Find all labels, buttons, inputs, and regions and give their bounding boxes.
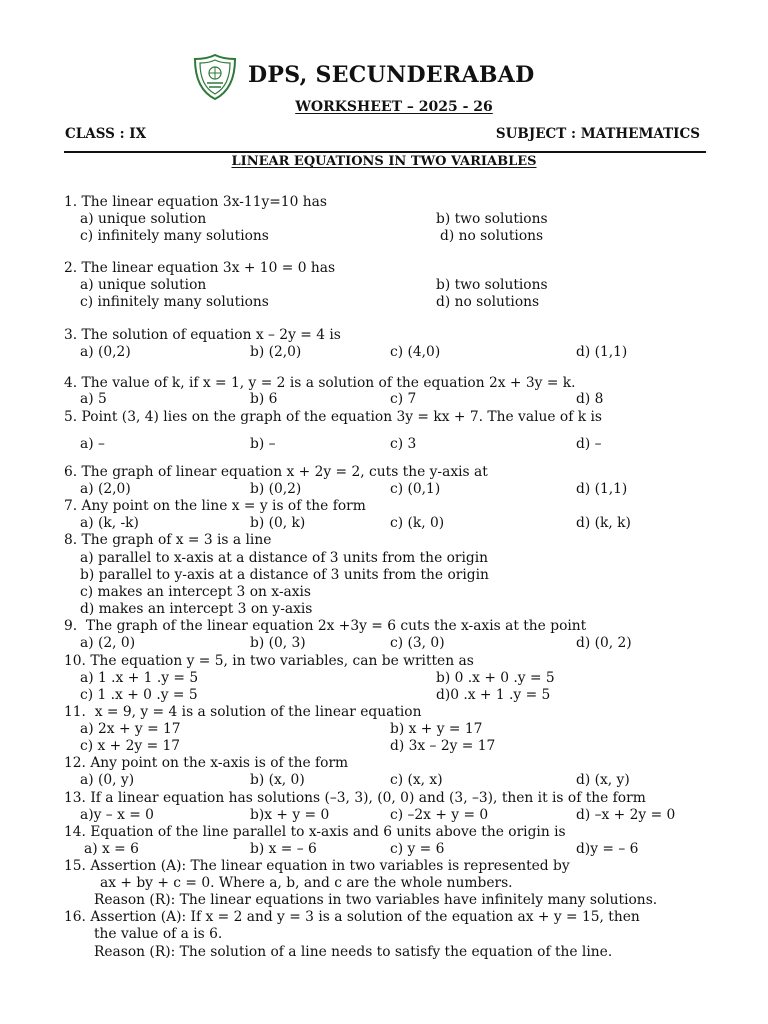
option: b) (x, 0) bbox=[250, 772, 305, 788]
option: c) –2x + y = 0 bbox=[390, 807, 489, 823]
option: d)y = – 6 bbox=[576, 841, 639, 857]
option: d) (x, y) bbox=[576, 772, 630, 788]
option: a) – bbox=[80, 436, 105, 452]
question-text: 14. Equation of the line parallel to x-axis and 6 units above the origin is bbox=[64, 824, 566, 840]
class-label: CLASS : IX bbox=[65, 126, 147, 142]
option: d) –x + 2y = 0 bbox=[576, 807, 676, 823]
option: d) (1,1) bbox=[576, 344, 628, 360]
option: d) no solutions bbox=[436, 294, 540, 310]
question-text: 8. The graph of x = 3 is a line bbox=[64, 532, 272, 548]
reason-text: Reason (R): The linear equations in two variables have infinitely many solutions. bbox=[94, 892, 658, 908]
option: a) (k, -k) bbox=[80, 515, 139, 531]
option: b) x = – 6 bbox=[250, 841, 317, 857]
option: b) x + y = 17 bbox=[390, 721, 483, 737]
question-text: 3. The solution of equation x – 2y = 4 is bbox=[64, 327, 341, 343]
option: d) 8 bbox=[576, 391, 604, 407]
option: a) unique solution bbox=[80, 211, 207, 227]
reason-text: Reason (R): The solution of a line needs to satisfy the equation of the line. bbox=[94, 944, 613, 960]
question-text: 1. The linear equation 3x-11y=10 has bbox=[64, 194, 327, 210]
option: c) 1 .x + 0 .y = 5 bbox=[80, 687, 198, 703]
question-text: 4. The value of k, if x = 1, y = 2 is a solution of the equation 2x + 3y = k. bbox=[64, 375, 576, 391]
option: c) (3, 0) bbox=[390, 635, 445, 651]
option: c) (0,1) bbox=[390, 481, 441, 497]
option: a) (0, y) bbox=[80, 772, 135, 788]
option: b)x + y = 0 bbox=[250, 807, 330, 823]
option: a) x = 6 bbox=[84, 841, 139, 857]
option: b) (0, k) bbox=[250, 515, 306, 531]
option: c) infinitely many solutions bbox=[80, 228, 269, 244]
option: a) (0,2) bbox=[80, 344, 131, 360]
option: a) (2,0) bbox=[80, 481, 131, 497]
option: b) parallel to y-axis at a distance of 3 units from the origin bbox=[80, 567, 489, 583]
question-continuation: ax + by + c = 0. Where a, b, and c are the whole numbers. bbox=[100, 875, 513, 891]
option: c) (x, x) bbox=[390, 772, 443, 788]
option: c) (k, 0) bbox=[390, 515, 445, 531]
option: d) – bbox=[576, 436, 602, 452]
option: c) (4,0) bbox=[390, 344, 441, 360]
option: a) (2, 0) bbox=[80, 635, 136, 651]
question-text: 9. The graph of the linear equation 2x +3y = 6 cuts the x-axis at the point bbox=[64, 618, 587, 634]
option: a) 5 bbox=[80, 391, 107, 407]
option: d) (0, 2) bbox=[576, 635, 632, 651]
option: d) 3x – 2y = 17 bbox=[390, 738, 496, 754]
question-text: 12. Any point on the x-axis is of the form bbox=[64, 755, 349, 771]
option: c) 7 bbox=[390, 391, 417, 407]
question-text: 5. Point (3, 4) lies on the graph of the equation 3y = kx + 7. The value of k is bbox=[64, 409, 602, 425]
option: d) makes an intercept 3 on y-axis bbox=[80, 601, 313, 617]
option: d) (1,1) bbox=[576, 481, 628, 497]
option: a) unique solution bbox=[80, 277, 207, 293]
question-text: 7. Any point on the line x = y is of the form bbox=[64, 498, 366, 514]
option: c) 3 bbox=[390, 436, 417, 452]
question-text: 10. The equation y = 5, in two variables, can be written as bbox=[64, 653, 474, 669]
option: c) x + 2y = 17 bbox=[80, 738, 181, 754]
option: d)0 .x + 1 .y = 5 bbox=[436, 687, 551, 703]
option: b) 6 bbox=[250, 391, 278, 407]
option: b) (0, 3) bbox=[250, 635, 306, 651]
option: c) makes an intercept 3 on x-axis bbox=[80, 584, 311, 600]
option: b) (0,2) bbox=[250, 481, 302, 497]
option: c) infinitely many solutions bbox=[80, 294, 269, 310]
question-text: 16. Assertion (A): If x = 2 and y = 3 is a solution of the equation ax + y = 15, then bbox=[64, 909, 640, 925]
option: b) – bbox=[250, 436, 276, 452]
worksheet-title: WORKSHEET – 2025 - 26 bbox=[295, 99, 493, 115]
question-text: 6. The graph of linear equation x + 2y = 2, cuts the y-axis at bbox=[64, 464, 488, 480]
topic-title: LINEAR EQUATIONS IN TWO VARIABLES bbox=[231, 154, 537, 169]
option: a)y – x = 0 bbox=[80, 807, 154, 823]
question-text: 11. x = 9, y = 4 is a solution of the linear equation bbox=[64, 704, 422, 720]
option: d) (k, k) bbox=[576, 515, 631, 531]
option: a) 2x + y = 17 bbox=[80, 721, 181, 737]
option: a) parallel to x-axis at a distance of 3 units from the origin bbox=[80, 550, 489, 566]
option: b) 0 .x + 0 .y = 5 bbox=[436, 670, 555, 686]
question-text: 2. The linear equation 3x + 10 = 0 has bbox=[64, 260, 336, 276]
option: a) 1 .x + 1 .y = 5 bbox=[80, 670, 199, 686]
question-continuation: the value of a is 6. bbox=[94, 926, 223, 942]
question-text: 15. Assertion (A): The linear equation in two variables is represented by bbox=[64, 858, 570, 874]
subject-label: SUBJECT : MATHEMATICS bbox=[495, 126, 700, 142]
question-text: 13. If a linear equation has solutions (–3, 3), (0, 0) and (3, –3), then it is of the form bbox=[64, 790, 646, 806]
option: c) y = 6 bbox=[390, 841, 445, 857]
school-name: DPS, SECUNDERABAD bbox=[248, 62, 535, 88]
option: b) two solutions bbox=[436, 211, 548, 227]
option: b) two solutions bbox=[436, 277, 548, 293]
option: b) (2,0) bbox=[250, 344, 302, 360]
option: d) no solutions bbox=[440, 228, 544, 244]
